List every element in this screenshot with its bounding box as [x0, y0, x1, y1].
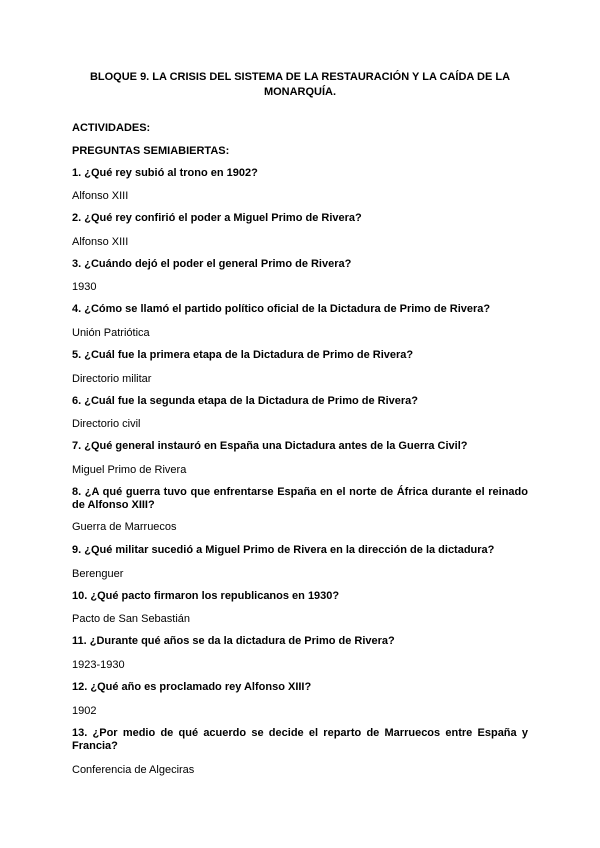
question-6: 6. ¿Cuál fue la segunda etapa de la Dictadura de Primo de Rivera? [72, 395, 418, 407]
question-4: 4. ¿Cómo se llamó el partido político oficial de la Dictadura de Primo de Rivera? [72, 303, 491, 315]
answer-9: Berenguer [72, 568, 124, 580]
answer-11: 1923-1930 [72, 659, 125, 671]
section-questions-heading: PREGUNTAS SEMIABIERTAS: [72, 145, 230, 157]
question-2: 2. ¿Qué rey confirió el poder a Miguel Primo de Rivera? [72, 212, 362, 224]
answer-5: Directorio militar [72, 373, 152, 385]
question-13: 13. ¿Por medio de qué acuerdo se decide el reparto de Marruecos entre España y Francia? [72, 727, 528, 752]
question-3: 3. ¿Cuándo dejó el poder el general Primo de Rivera? [72, 258, 352, 270]
question-11: 11. ¿Durante qué años se da la dictadura de Primo de Rivera? [72, 635, 395, 647]
answer-13: Conferencia de Algeciras [72, 764, 195, 776]
answer-6: Directorio civil [72, 418, 141, 430]
question-12: 12. ¿Qué año es proclamado rey Alfonso XIII? [72, 681, 312, 693]
question-8: 8. ¿A qué guerra tuvo que enfrentarse España en el norte de África durante el reinado de Alfonso XIII? [72, 486, 528, 511]
section-activities-heading: ACTIVIDADES: [72, 122, 151, 134]
answer-1: Alfonso XIII [72, 190, 129, 202]
answer-2: Alfonso XIII [72, 236, 129, 248]
document-title: BLOQUE 9. LA CRISIS DEL SISTEMA DE LA RESTAURACIÓN Y LA CAÍDA DE LA MONARQUÍA. [89, 71, 511, 98]
answer-3: 1930 [72, 281, 97, 293]
answer-4: Unión Patriótica [72, 327, 150, 339]
answer-7: Miguel Primo de Rivera [72, 464, 187, 476]
answer-10: Pacto de San Sebastián [72, 613, 191, 625]
question-5: 5. ¿Cuál fue la primera etapa de la Dictadura de Primo de Rivera? [72, 349, 414, 361]
answer-12: 1902 [72, 705, 97, 717]
answer-8: Guerra de Marruecos [72, 521, 177, 533]
question-10: 10. ¿Qué pacto firmaron los republicanos en 1930? [72, 590, 340, 602]
question-1: 1. ¿Qué rey subió al trono en 1902? [72, 167, 258, 179]
question-9: 9. ¿Qué militar sucedió a Miguel Primo de Rivera en la dirección de la dictadura? [72, 544, 495, 556]
question-7: 7. ¿Qué general instauró en España una Dictadura antes de la Guerra Civil? [72, 440, 468, 452]
